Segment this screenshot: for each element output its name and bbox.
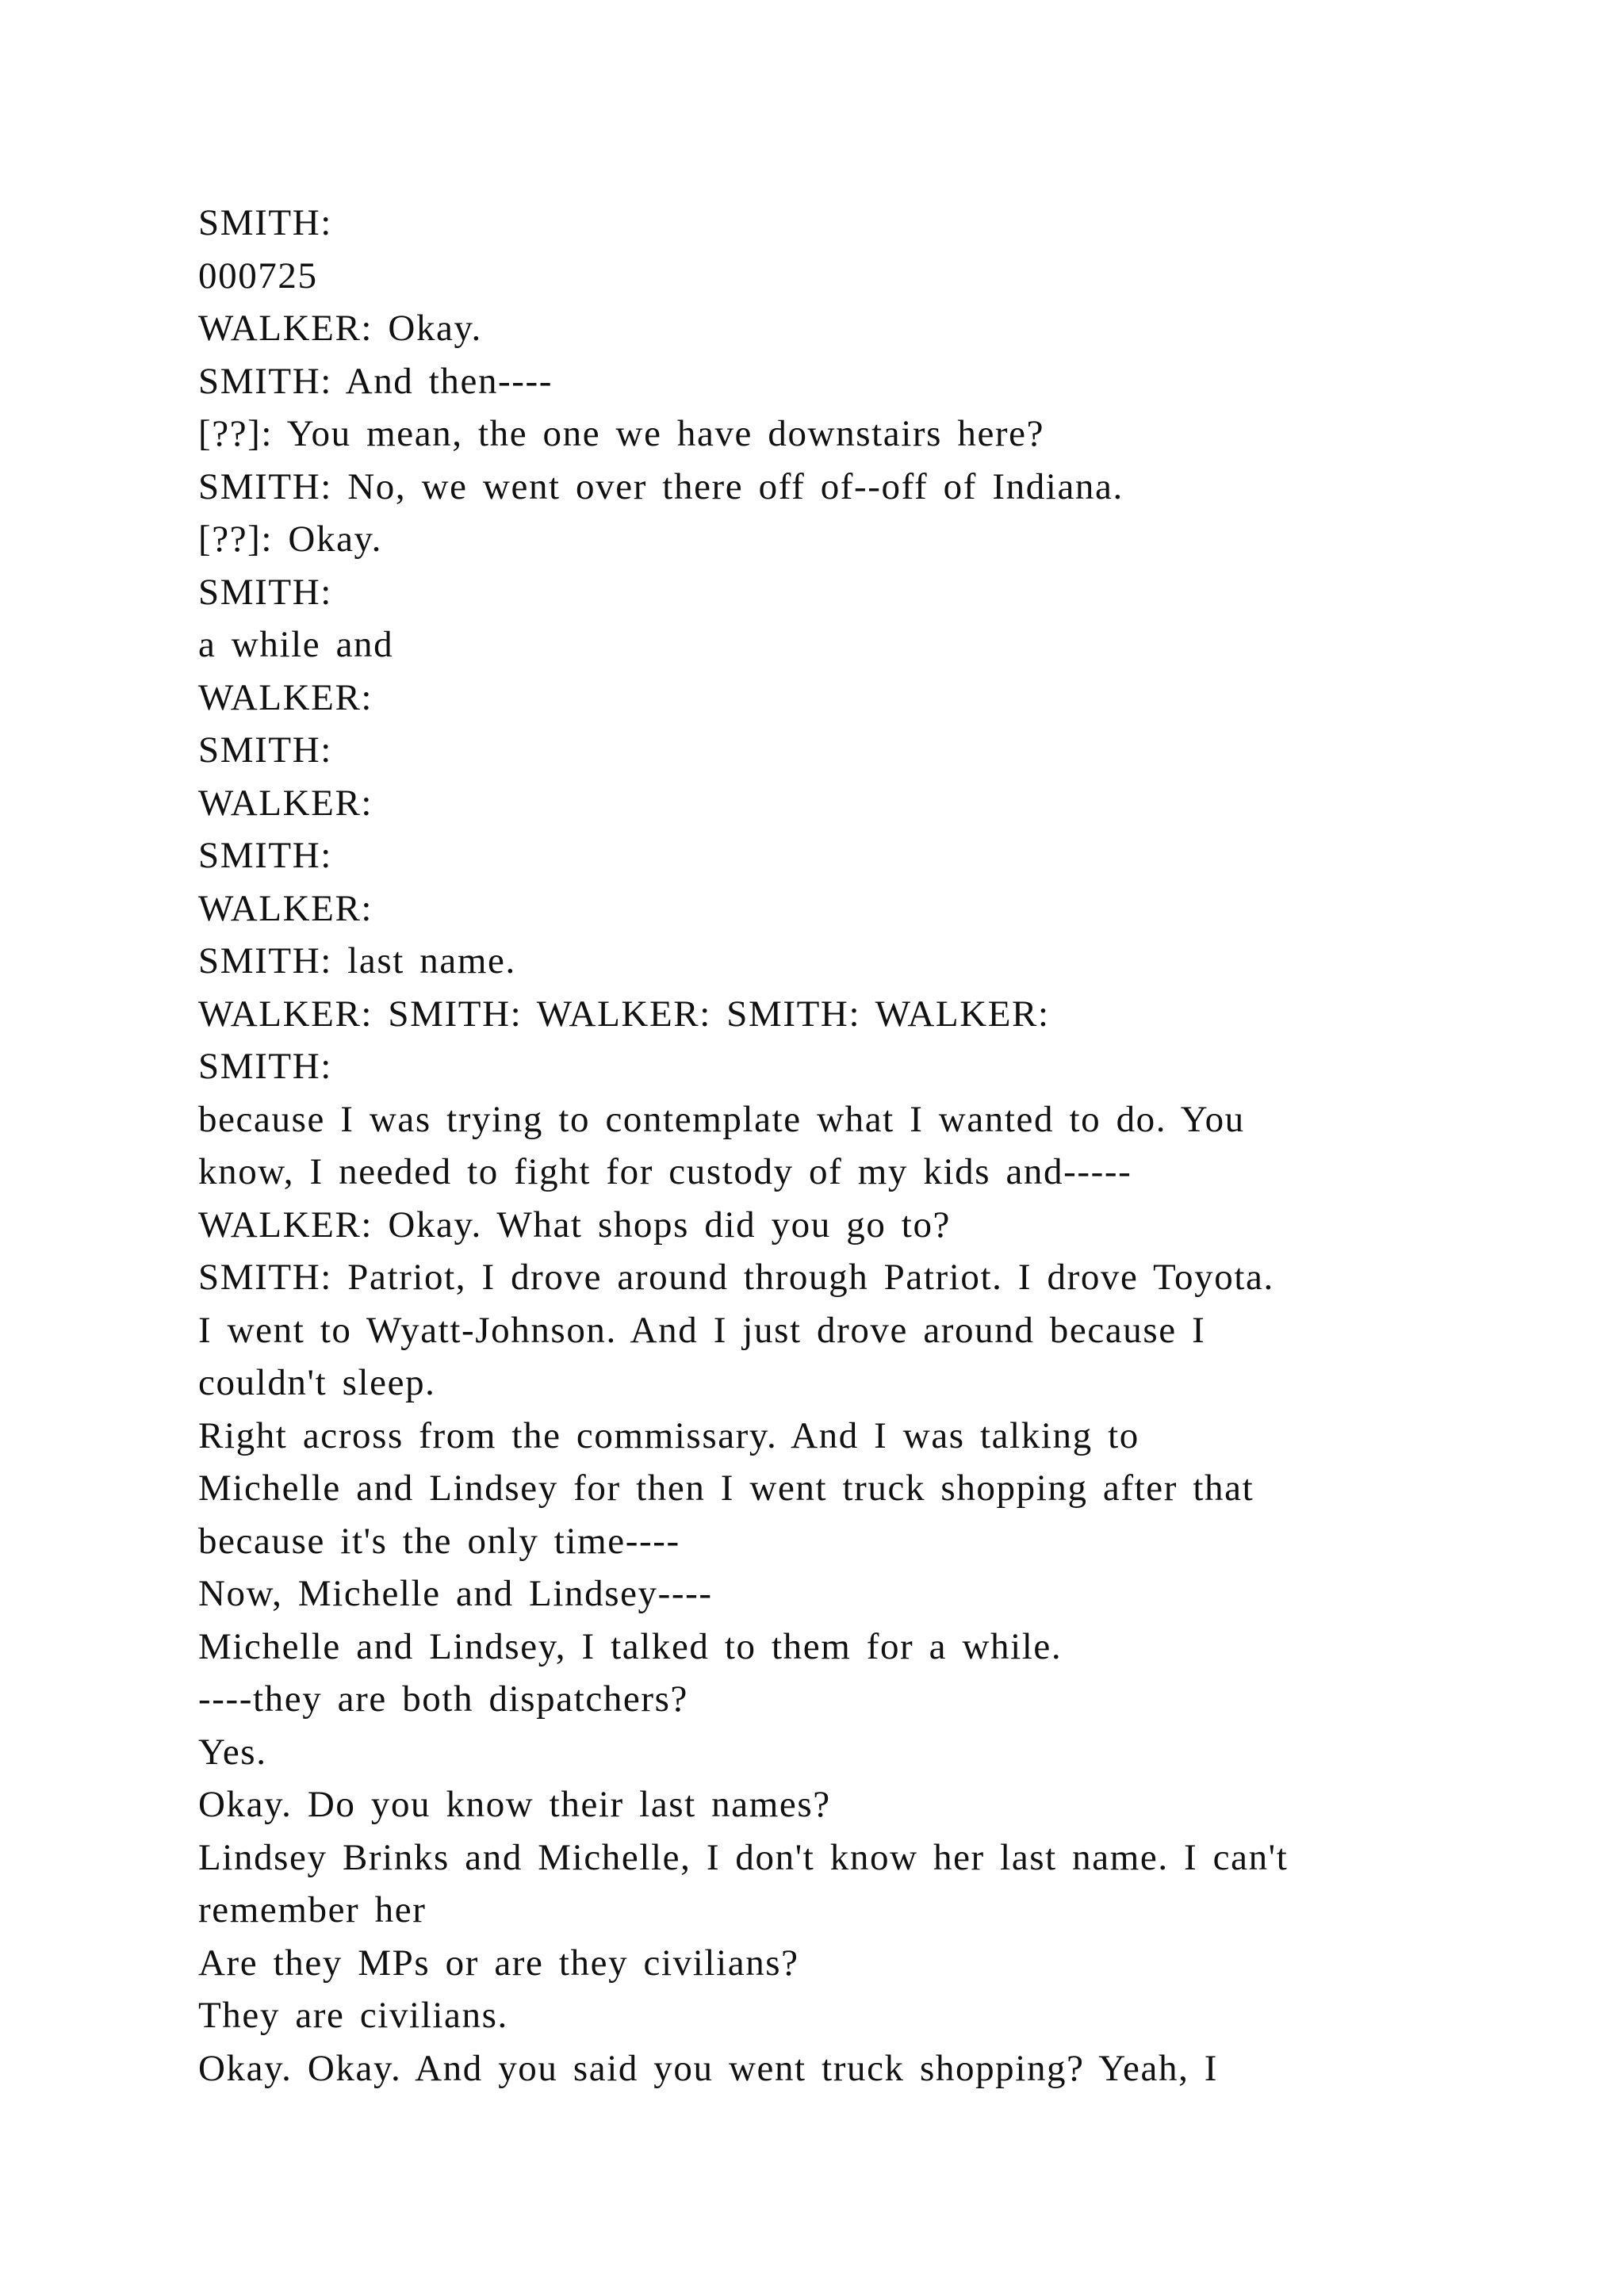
- transcript-line: Are they MPs or are they civilians?: [198, 1942, 799, 1984]
- transcript-line: SMITH: And then----: [198, 360, 553, 402]
- transcript-line: Right across from the commissary. And I was talking to: [198, 1414, 1139, 1456]
- transcript-line: WALKER:: [198, 676, 373, 718]
- transcript-line: Now, Michelle and Lindsey----: [198, 1573, 713, 1614]
- transcript-line: [??]: Okay.: [198, 519, 382, 560]
- transcript-line: Lindsey Brinks and Michelle, I don't know her last name. I can't: [198, 1836, 1289, 1878]
- transcript-line: ----they are both dispatchers?: [198, 1678, 688, 1720]
- transcript-line: Okay. Do you know their last names?: [198, 1784, 831, 1825]
- transcript-line: They are civilians.: [198, 1995, 508, 2036]
- transcript-text: [198, 197, 1435, 2095]
- transcript-line: Michelle and Lindsey, I talked to them for a while.: [198, 1625, 1063, 1667]
- transcript-line: Michelle and Lindsey for then I went truck shopping after that: [198, 1468, 1254, 1509]
- transcript-line: 000725: [198, 254, 318, 297]
- transcript-line: SMITH: Patriot, I drove around through Patriot. I drove Toyota.: [198, 1257, 1274, 1298]
- transcript-line: SMITH: last name.: [198, 940, 516, 982]
- transcript-line: WALKER:: [198, 887, 373, 929]
- transcript-line: WALKER:: [198, 782, 373, 824]
- transcript-line: SMITH:: [198, 202, 332, 243]
- transcript-line: SMITH:: [198, 835, 332, 876]
- transcript-line: SMITH:: [198, 571, 332, 613]
- transcript-line: SMITH:: [198, 1046, 332, 1087]
- transcript-line: Okay. Okay. And you said you went truck shopping? Yeah, I: [198, 2047, 1219, 2089]
- transcript-line: SMITH: No, we went over there off of--off of Indiana.: [198, 465, 1124, 507]
- transcript-line: WALKER: SMITH: WALKER: SMITH: WALKER:: [198, 993, 1050, 1035]
- transcript-line: [??]: You mean, the one we have downstairs here?: [198, 413, 1045, 454]
- transcript-line: WALKER: Okay. What shops did you go to?: [198, 1203, 951, 1246]
- transcript-line: SMITH:: [198, 729, 332, 771]
- transcript-line: because it's the only time----: [198, 1520, 680, 1562]
- transcript-line: I went to Wyatt-Johnson. And I just drove around because I: [198, 1309, 1206, 1351]
- transcript-line: Yes.: [198, 1731, 267, 1773]
- transcript-line: know, I needed to fight for custody of my kids and-----: [198, 1151, 1132, 1192]
- transcript-line: WALKER: Okay.: [198, 308, 482, 349]
- transcript-line: a while and: [198, 624, 394, 665]
- transcript-line: remember her: [198, 1889, 427, 1931]
- transcript-line: couldn't sleep.: [198, 1362, 436, 1403]
- transcript-line: because I was trying to contemplate what I wanted to do. You: [198, 1098, 1245, 1140]
